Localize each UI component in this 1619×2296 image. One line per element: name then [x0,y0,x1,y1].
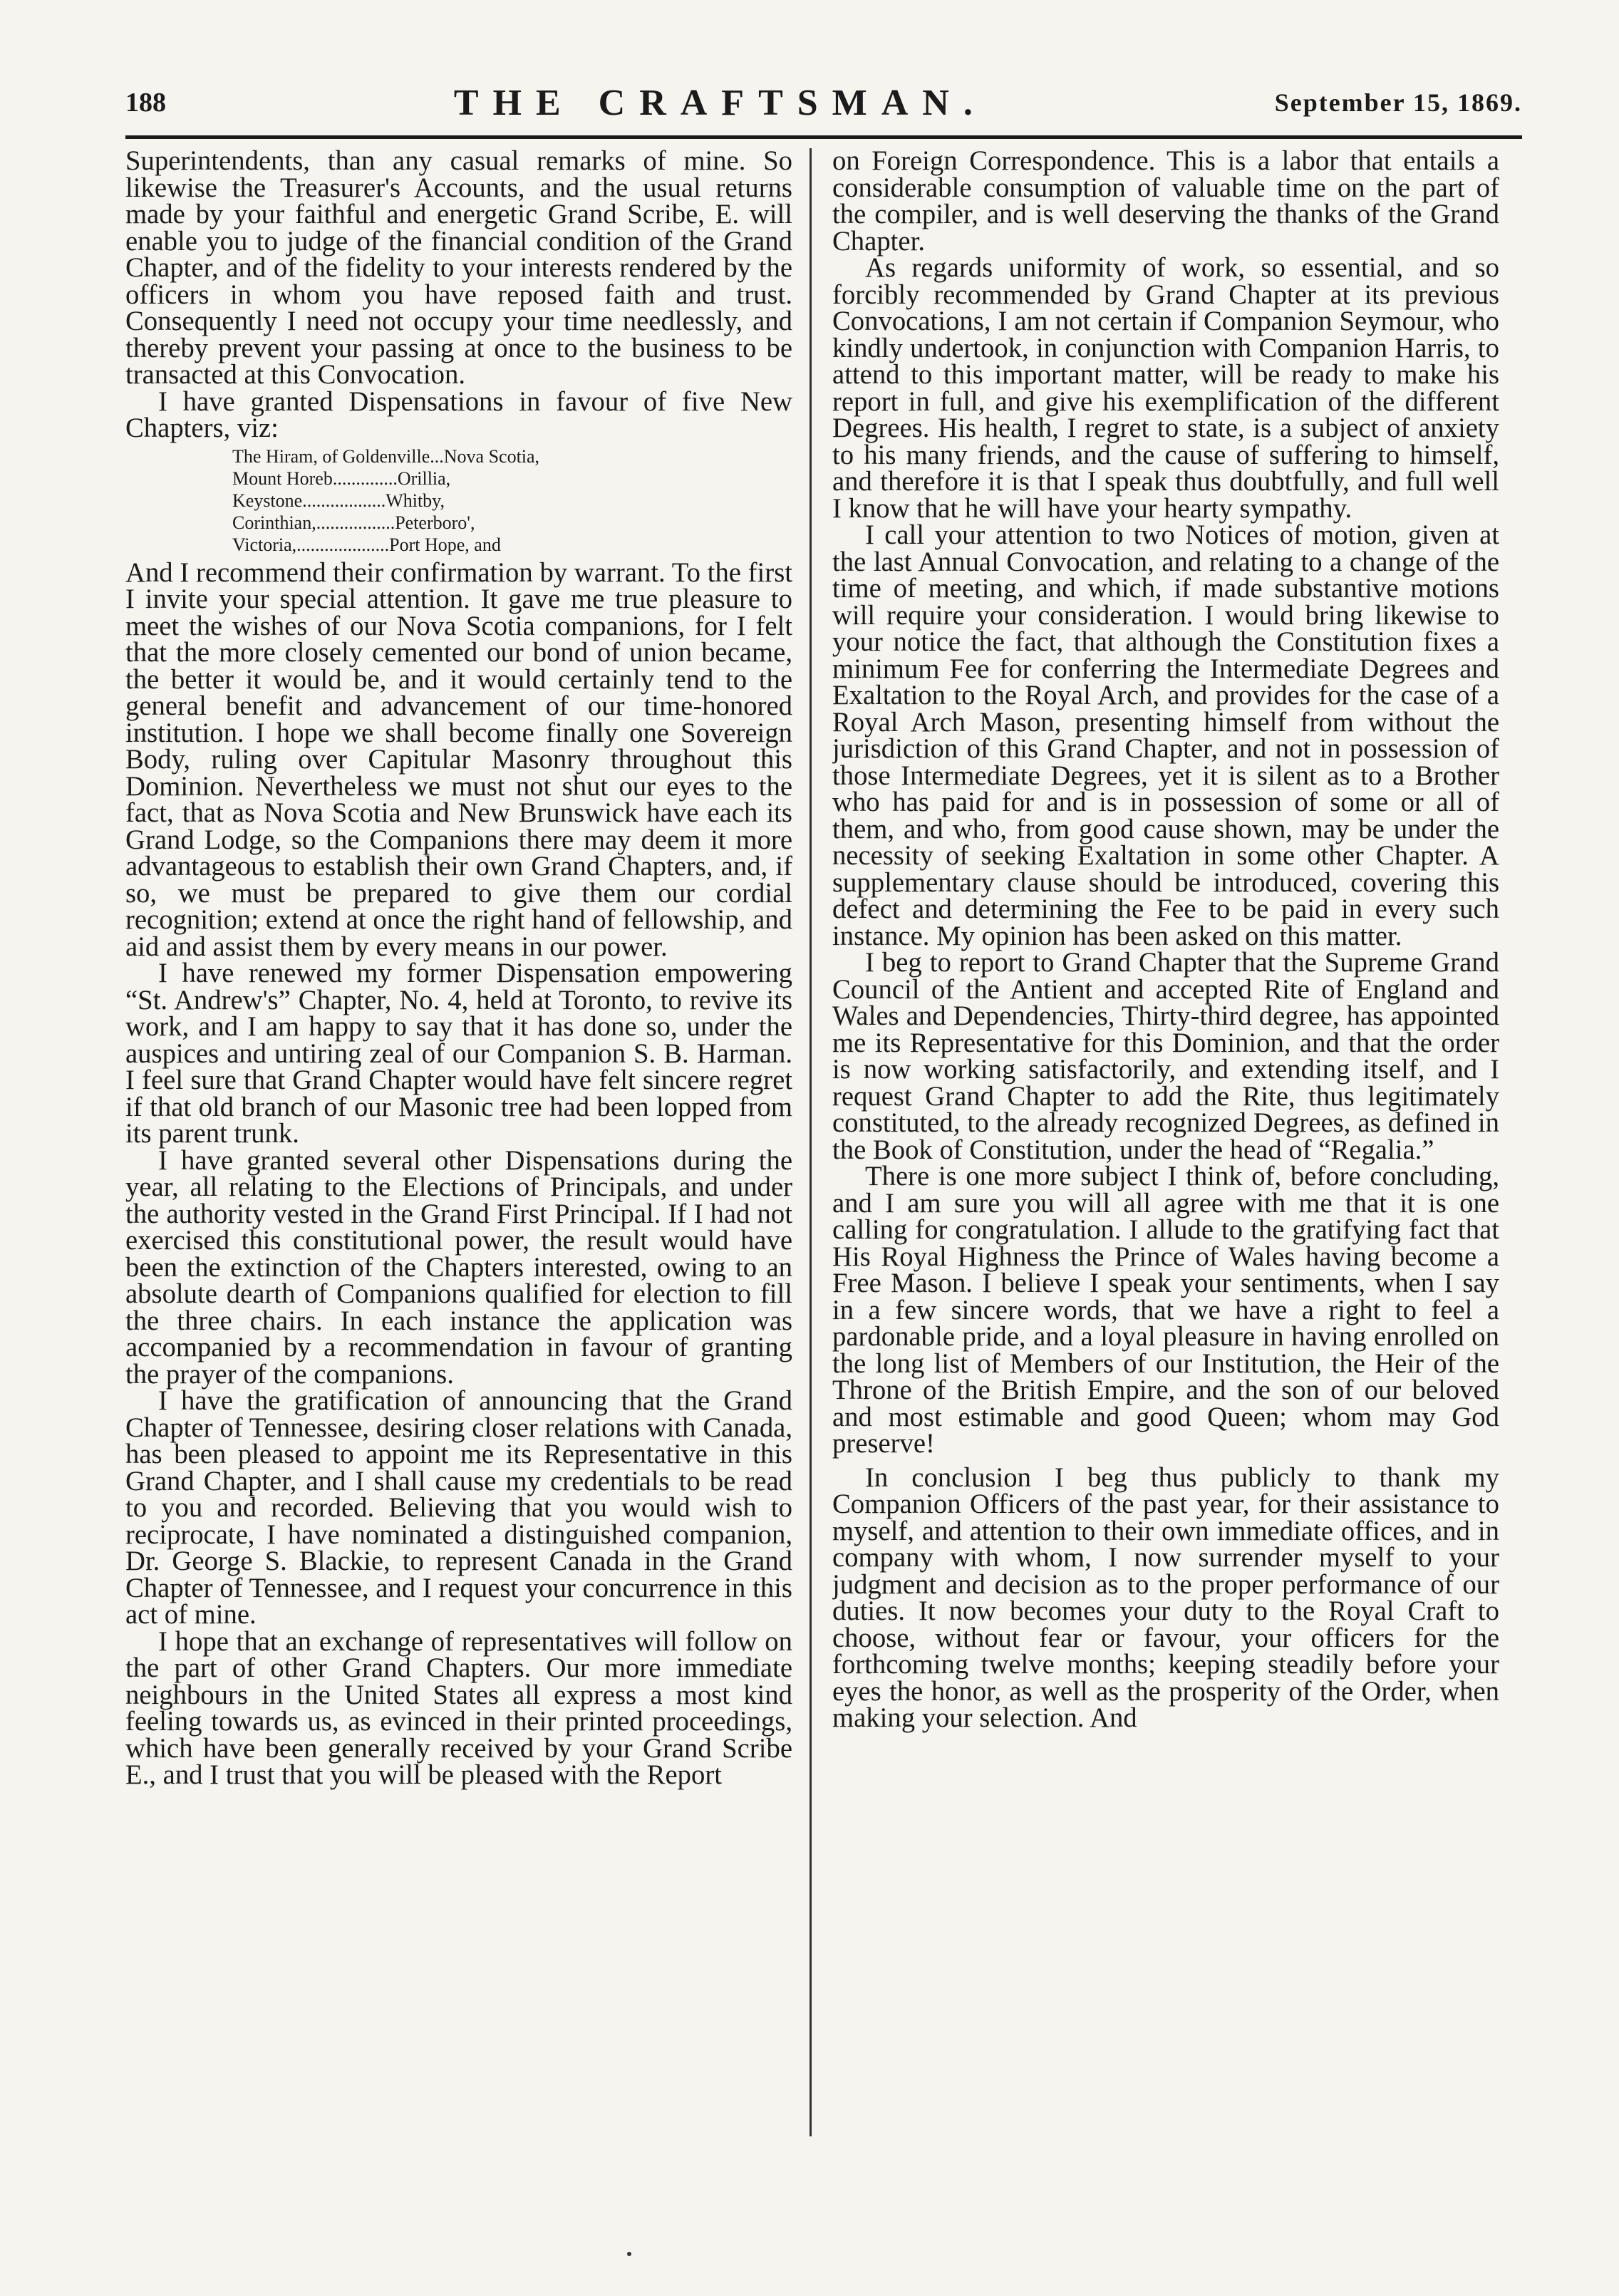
chapter-list-item: Keystone..................Whitby, [232,490,445,511]
page-header [125,80,1522,125]
issue-date: September 15, 1869. [1274,88,1522,117]
paragraph: on Foreign Correspondence. This is a labor that entails a considerable consumption of valuable time on the part of the compiler, and is well deserving the thanks of the Grand Chapter. [832,148,1499,257]
column-divider [810,148,812,2136]
chapter-list-item: The Hiram, of Goldenville...Nova Scotia, [232,445,540,467]
left-column [125,148,792,2158]
paragraph: As regards uniformity of work, so essential, and so forcibly recommended by Grand Chapter at its previous Convocations, I am not certain if Companion Seymour, who kindly undertook, in conjunction with Companion Harris, to attend to this important matter, will be ready to make his report in full, and give his exemplification of the different Degrees. His health, I regret to state, is a subject of anxiety to his many friends, and the cause of suffering to himself, and therefore it is that I speak thus doubtfully, and full well I know that he will have your hearty sympathy. [832,253,1499,524]
header-rule [125,135,1522,139]
paragraph: Superintendents, than any casual remarks of mine. So likewise the Treasurer's Accounts, and the usual returns made by your faithful and energetic Grand Scribe, E. will enable you to judge of the financial condition of the Grand Chapter, and of the fidelity to your interests rendered by the officers in whom you have reposed faith and trust. Consequently I need not occupy your time needlessly, and thereby prevent your passing at once to the business to be transacted at this Convocation. [125,148,792,390]
ink-dot [627,2252,631,2256]
paragraph: I have renewed my former Dispensation empowering “St. Andrew's” Chapter, No. 4, held at Toronto, to revive its work, and I am happy to say that it has done so, under the auspices and untiring zeal of our Companion S. B. Harman. I feel sure that Grand Chapter would have felt sincere regret if that old branch of our Masonic tree had been lopped from its parent trunk. [125,958,792,1149]
paragraph: I call your attention to two Notices of motion, given at the last Annual Convocation, and relating to a change of the time of meeting, and which, if made substantive motions will require your consideration. I would bring likewise to your notice the fact, that although the Constitution fixes a minimum Fee for conferring the Intermediate Degrees and Exaltation to the Royal Arch, and provides for the case of a Royal Arch Mason, presenting himself from without the jurisdiction of this Grand Chapter, and not in possession of those Intermediate Degrees, yet it is silent as to a Brother who has paid for and is in possession of some or all of them, and who, from good cause shown, may be under the necessity of seeking Exaltation in some other Chapter. A supplementary clause should be introduced, covering this defect and determining the Fee to be paid in every such instance. My opinion has been asked on this matter. [832,520,1499,951]
chapter-list-item: Mount Horeb..............Orillia, [232,467,451,489]
paragraph: There is one more subject I think of, before concluding, and I am sure you will all agree with me that it is one calling for congratulation. I allude to the gratifying fact that His Royal Highness the Prince of Wales having become a Free Mason. I believe I speak your sentiments, when I say in a few sincere words, that we have a right to feel a pardonable pride, and a loyal pleasure in having enrolled on the long list of Members of our Institution, the Heir of the Throne of the British Empire, and the son of our beloved and most estimable and good Queen; whom may God preserve! [832,1162,1499,1459]
paragraph: In conclusion I beg thus publicly to thank my Companion Officers of the past year, for their assistance to myself, and attention to their own immediate offices, and in company with whom, I now surrender myself to your judgment and decision as to the proper performance of our duties. It now becomes your duty to the Royal Craft to choose, without fear or favour, your officers for the forthcoming twelve months; keeping steadily before your eyes the honor, as well as the prosperity of the Order, when making your selection. And [832,1462,1499,1733]
paragraph: And I recommend their confirmation by warrant. To the first I invite your special attention. It gave me true pleasure to meet the wishes of our Nova Scotia companions, for I felt that the more closely cemented our bond of union became, the better it would be, and it would certainly tend to the general benefit and advancement of our time-honored institution. I hope we shall become finally one Sovereign Body, ruling over Capitular Masonry throughout this Dominion. Nevertheless we must not shut our eyes to the fact, that as Nova Scotia and New Brunswick have each its Grand Lodge, so the Companions there may deem it more advantageous to establish their own Grand Chapters, and, if so, we must be prepared to give them our cordial recognition; extend at once the right hand of fellowship, and aid and assist them by every means in our power. [125,557,792,962]
paragraph: I have the gratification of announcing that the Grand Chapter of Tennessee, desiring closer relations with Canada, has been pleased to appoint me its Representative in this Grand Chapter, and I shall cause my credentials to be read to you and recorded. Believing that you would wish to reciprocate, I have nominated a distinguished companion, Dr. George S. Blackie, to represent Canada in the Grand Chapter of Tennessee, and I request your concurrence in this act of mine. [125,1386,792,1630]
chapter-list-item: Victoria,....................Port Hope, and [232,534,501,555]
paragraph: I have granted several other Dispensations during the year, all relating to the Elections of Principals, and under the authority vested in the Grand First Principal. If I had not exercised this constitutional power, the result would have been the extinction of the Chapters interested, owing to an absolute dearth of Companions qualified for election to fill the three chairs. In each instance the application was accompanied by a recommendation in favour of granting the prayer of the companions. [125,1145,792,1390]
page-number: 188 [125,88,166,118]
paragraph: I beg to report to Grand Chapter that the Supreme Grand Council of the Antient and accepted Rite of England and Wales and Dependencies, Thirty-third degree, has appointed me its Representative for this Dominion, and that the order is now working satisfactorily, and extending itself, and I request Grand Chapter to add the Rite, thus legitimately constituted, to the already recognized Degrees, as defined in the Book of Constitution, under the head of “Regalia.” [832,948,1499,1165]
paragraph: I hope that an exchange of representatives will follow on the part of other Grand Chapters. Our more immediate neighbours in the United States all express a most kind feeling towards us, as evinced in their printed proceedings, which have been generally received by your Grand Scribe E., and I trust that you will be pleased with the Report [125,1626,792,1790]
chapter-list-item: Corinthian,.................Peterboro', [232,512,475,533]
chapter-list [125,445,792,556]
journal-title: THE CRAFTSMAN. [453,82,987,123]
paragraph: I have granted Dispensations in favour of five New Chapters, viz: [125,386,792,443]
right-column [832,148,1499,2158]
